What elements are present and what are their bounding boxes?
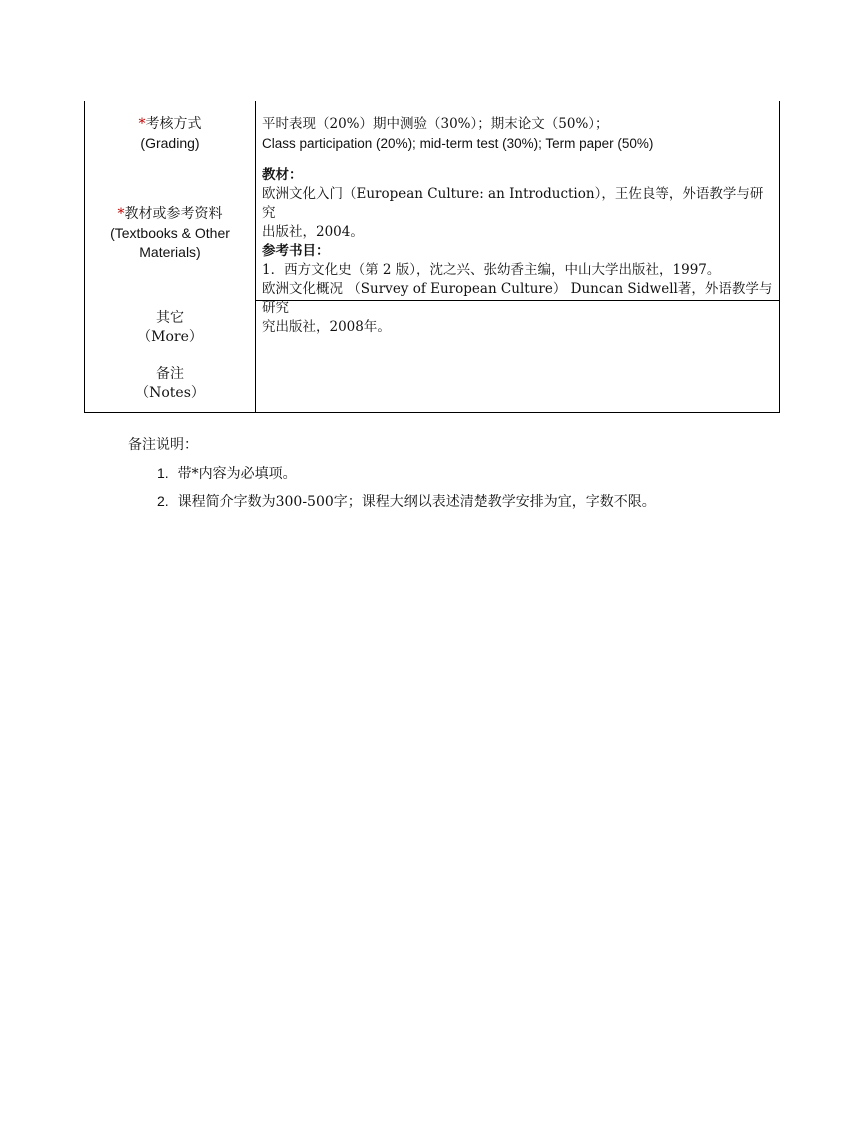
remarks-title: 备注说明： (128, 437, 198, 453)
grading-content (262, 115, 776, 153)
grading-label (85, 115, 255, 153)
more-label-en: （More） (137, 329, 203, 345)
remark-number: 2. (157, 493, 169, 509)
reference-line-1: 1．西方文化史（第 2 版），沈之兴、张幼香主编，中山大学出版社，1997。 (262, 262, 721, 278)
grading-line-en: Class participation (20%); mid-term test (30%); Term paper (50%) (262, 136, 654, 151)
textbooks-label-en-1: (Textbooks & Other (110, 225, 230, 241)
remark-text: 课程简介字数为300-500字；课程大纲以表述清楚教学安排为宜，字数不限。 (177, 494, 656, 510)
reference-line-2: 欧洲文化概况 （Survey of European Culture） Duncan Sidwell著，外语教学与研究 (262, 281, 773, 316)
textbooks-content (262, 166, 776, 337)
reference-line-3: 究出版社，2008年。 (262, 319, 391, 335)
notes-label-cn: 备注 (156, 366, 184, 382)
remark-text: 带*内容为必填项。 (177, 466, 297, 482)
grading-line-cn: 平时表现（20%）期中测验（30%）；期末论文（50%）； (262, 116, 609, 132)
grading-label-en: (Grading) (140, 135, 200, 151)
remark-number: 1. (157, 465, 169, 481)
table-column-divider (255, 101, 256, 412)
textbook-line-1: 欧洲文化入门（European Culture: an Introduction），王佐良等，外语教学与研究 (262, 186, 764, 221)
notes-label (85, 365, 255, 403)
textbooks-label (85, 205, 255, 262)
more-label (85, 309, 255, 347)
remark-item (157, 491, 656, 511)
required-star: * (117, 206, 125, 222)
references-heading: 参考书目： (262, 243, 330, 259)
more-label-cn: 其它 (156, 310, 184, 326)
grading-label-cn: 考核方式 (145, 116, 202, 132)
textbook-heading: 教材： (262, 167, 303, 183)
required-star: * (138, 116, 146, 132)
textbooks-label-en-2: Materials) (139, 244, 201, 260)
textbooks-label-cn: 教材或参考资料 (124, 206, 223, 222)
textbook-line-2: 出版社，2004。 (262, 224, 364, 240)
notes-label-en: （Notes） (135, 385, 205, 401)
remark-item (157, 463, 297, 483)
